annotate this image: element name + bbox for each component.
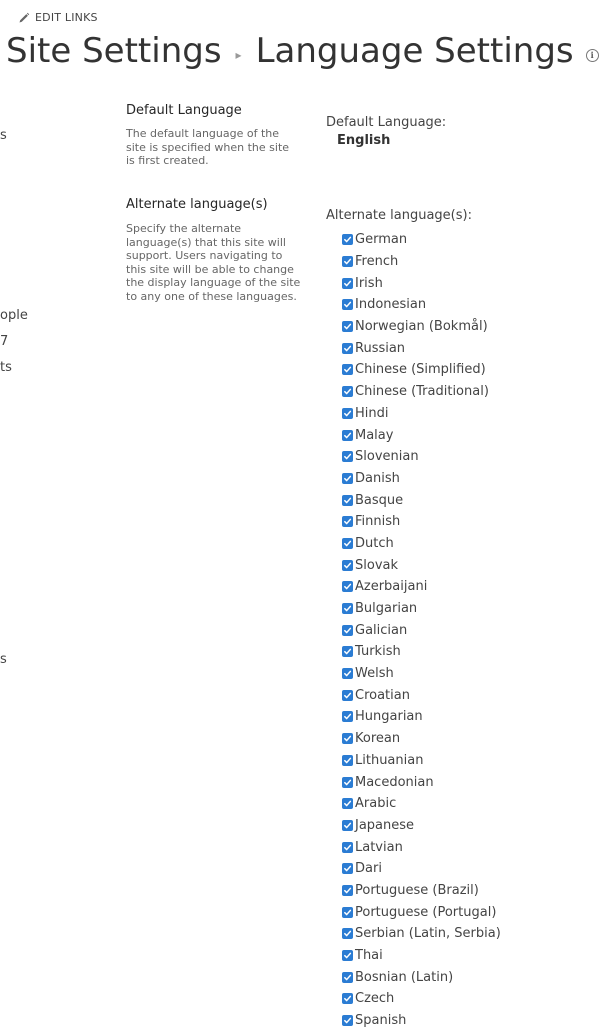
checkmark-icon	[343, 322, 352, 331]
checkmark-icon	[343, 951, 352, 960]
language-checkbox[interactable]	[342, 950, 353, 961]
checkmark-icon	[343, 821, 352, 830]
checkmark-icon	[343, 235, 352, 244]
checkmark-icon	[343, 496, 352, 505]
language-label: Lithuanian	[355, 752, 424, 768]
language-checkbox[interactable]	[342, 777, 353, 788]
checkmark-icon	[343, 561, 352, 570]
language-option[interactable]	[342, 988, 501, 1010]
language-label: Thai	[355, 948, 383, 964]
language-label: Welsh	[355, 666, 394, 682]
language-option[interactable]	[342, 945, 501, 967]
language-checkbox[interactable]	[342, 364, 353, 375]
default-language-description: The default language of the site is specified when the site is first created.	[126, 127, 290, 167]
checkmark-icon	[343, 539, 352, 548]
checkmark-icon	[343, 756, 352, 765]
language-label: Galician	[355, 622, 408, 638]
language-checkbox[interactable]	[342, 755, 353, 766]
checkmark-icon	[343, 734, 352, 743]
checkmark-icon	[343, 474, 352, 483]
language-checkbox[interactable]	[342, 278, 353, 289]
language-label: Spanish	[355, 1013, 407, 1029]
language-checkbox[interactable]	[342, 408, 353, 419]
language-label: Russian	[355, 340, 406, 356]
alternate-language-description: Specify the alternate language(s) that this site will support. Users navigating to this site will be able to change the display language of the site to any one of these languages.	[126, 222, 301, 303]
checkmark-icon	[343, 843, 352, 852]
language-checkbox[interactable]	[342, 668, 353, 679]
checkmark-icon	[343, 344, 352, 353]
checkmark-icon	[343, 582, 352, 591]
language-label: Bosnian (Latin)	[355, 969, 454, 985]
language-checkbox[interactable]	[342, 972, 353, 983]
language-label: Serbian (Latin, Serbia)	[355, 926, 501, 942]
language-label: Indonesian	[355, 297, 427, 313]
language-label: Hungarian	[355, 709, 423, 725]
checkmark-icon	[343, 994, 352, 1003]
breadcrumb-site-settings-link[interactable]: Site Settings	[6, 31, 222, 71]
language-checkbox[interactable]	[342, 646, 353, 657]
checkmark-icon	[343, 973, 352, 982]
checkmark-icon	[343, 929, 352, 938]
language-checkbox[interactable]	[342, 581, 353, 592]
language-checkbox[interactable]	[342, 733, 353, 744]
language-checkbox[interactable]	[342, 885, 353, 896]
language-option[interactable]	[342, 554, 501, 576]
language-option[interactable]	[342, 836, 501, 858]
language-checkbox[interactable]	[342, 451, 353, 462]
language-checkbox[interactable]	[342, 842, 353, 853]
alternate-language-list	[342, 229, 501, 1031]
checkmark-icon	[343, 279, 352, 288]
language-option[interactable]	[342, 728, 501, 750]
language-option[interactable]	[342, 403, 501, 425]
checkmark-icon	[343, 626, 352, 635]
language-label: Chinese (Simplified)	[355, 362, 486, 378]
language-option[interactable]	[342, 619, 501, 641]
default-language-value: English	[337, 133, 391, 148]
breadcrumb-separator-icon: ▸	[235, 48, 242, 62]
language-label: Dutch	[355, 535, 394, 551]
left-nav-fragment[interactable]: s	[0, 128, 7, 143]
language-option[interactable]	[342, 316, 501, 338]
language-label: Arabic	[355, 796, 397, 812]
language-checkbox[interactable]	[342, 560, 353, 571]
language-label: Basque	[355, 492, 404, 508]
language-checkbox[interactable]	[342, 256, 353, 267]
language-option[interactable]	[342, 446, 501, 468]
language-option[interactable]	[342, 793, 501, 815]
language-checkbox[interactable]	[342, 538, 353, 549]
language-checkbox[interactable]	[342, 907, 353, 918]
language-option[interactable]	[342, 750, 501, 772]
language-checkbox[interactable]	[342, 343, 353, 354]
language-checkbox[interactable]	[342, 603, 353, 614]
language-checkbox[interactable]	[342, 928, 353, 939]
checkmark-icon	[343, 691, 352, 700]
language-label: Turkish	[355, 644, 401, 660]
left-nav-fragment[interactable]: ople	[0, 308, 28, 323]
edit-links-button[interactable]	[18, 11, 98, 24]
language-label: Macedonian	[355, 774, 434, 790]
language-checkbox[interactable]	[342, 711, 353, 722]
language-option[interactable]	[342, 511, 501, 533]
language-label: Finnish	[355, 514, 401, 530]
language-checkbox[interactable]	[342, 321, 353, 332]
language-label: Bulgarian	[355, 601, 418, 617]
language-label: Croatian	[355, 687, 410, 703]
language-option[interactable]	[342, 468, 501, 490]
language-label: Slovak	[355, 557, 399, 573]
language-option[interactable]	[342, 294, 501, 316]
language-label: Malay	[355, 427, 394, 443]
checkmark-icon	[343, 300, 352, 309]
language-label: Latvian	[355, 839, 403, 855]
language-option[interactable]	[342, 489, 501, 511]
language-checkbox[interactable]	[342, 625, 353, 636]
language-checkbox[interactable]	[342, 993, 353, 1004]
language-label: Slovenian	[355, 449, 419, 465]
default-language-label: Default Language:	[326, 115, 447, 130]
checkmark-icon	[343, 712, 352, 721]
language-option[interactable]	[342, 923, 501, 945]
language-option[interactable]	[342, 880, 501, 902]
alternate-language-label: Alternate language(s):	[326, 208, 472, 223]
checkmark-icon	[343, 908, 352, 917]
language-option[interactable]	[342, 641, 501, 663]
info-icon[interactable]: i	[586, 49, 599, 62]
language-option[interactable]	[342, 424, 501, 446]
checkmark-icon	[343, 431, 352, 440]
language-option[interactable]	[342, 815, 501, 837]
language-label: Irish	[355, 275, 383, 291]
language-checkbox[interactable]	[342, 299, 353, 310]
language-label: French	[355, 254, 399, 270]
language-option[interactable]	[342, 272, 501, 294]
language-label: Chinese (Traditional)	[355, 384, 489, 400]
checkmark-icon	[343, 387, 352, 396]
page-title: Language Settings	[255, 31, 574, 71]
language-checkbox[interactable]	[342, 820, 353, 831]
default-language-heading: Default Language	[126, 103, 242, 118]
language-option[interactable]	[342, 359, 501, 381]
language-option[interactable]	[342, 684, 501, 706]
language-option[interactable]	[342, 229, 501, 251]
language-label: Portuguese (Portugal)	[355, 904, 497, 920]
language-checkbox[interactable]	[342, 430, 353, 441]
language-label: Danish	[355, 470, 400, 486]
checkmark-icon	[343, 778, 352, 787]
language-label: Japanese	[355, 817, 415, 833]
language-checkbox[interactable]	[342, 516, 353, 527]
breadcrumb	[6, 28, 599, 74]
language-option[interactable]	[342, 251, 501, 273]
language-option[interactable]	[342, 858, 501, 880]
checkmark-icon	[343, 365, 352, 374]
language-option[interactable]	[342, 663, 501, 685]
language-label: Azerbaijani	[355, 579, 428, 595]
language-option[interactable]	[342, 966, 501, 988]
language-label: Czech	[355, 991, 395, 1007]
language-checkbox[interactable]	[342, 1015, 353, 1026]
language-option[interactable]	[342, 706, 501, 728]
language-label: Norwegian (Bokmål)	[355, 319, 488, 335]
language-checkbox[interactable]	[342, 690, 353, 701]
language-option[interactable]	[342, 576, 501, 598]
language-option[interactable]	[342, 771, 501, 793]
alternate-language-heading: Alternate language(s)	[126, 197, 268, 212]
checkmark-icon	[343, 669, 352, 678]
language-option[interactable]	[342, 901, 501, 923]
language-label: Portuguese (Brazil)	[355, 882, 479, 898]
language-option[interactable]	[342, 337, 501, 359]
checkmark-icon	[343, 452, 352, 461]
checkmark-icon	[343, 864, 352, 873]
language-checkbox[interactable]	[342, 495, 353, 506]
checkmark-icon	[343, 604, 352, 613]
language-option[interactable]	[342, 1010, 501, 1031]
language-option[interactable]	[342, 533, 501, 555]
language-label: Hindi	[355, 405, 389, 421]
language-label: Korean	[355, 731, 401, 747]
language-option[interactable]	[342, 381, 501, 403]
checkmark-icon	[343, 257, 352, 266]
left-nav-fragment[interactable]: 7	[0, 334, 9, 349]
language-checkbox[interactable]	[342, 798, 353, 809]
left-nav-fragment[interactable]: s	[0, 652, 7, 667]
edit-links-label: EDIT LINKS	[35, 11, 98, 24]
language-checkbox[interactable]	[342, 863, 353, 874]
checkmark-icon	[343, 647, 352, 656]
language-label: Dari	[355, 861, 382, 877]
language-checkbox[interactable]	[342, 234, 353, 245]
language-option[interactable]	[342, 598, 501, 620]
left-nav-fragment[interactable]: ts	[0, 360, 12, 375]
language-label: German	[355, 232, 408, 248]
checkmark-icon	[343, 886, 352, 895]
checkmark-icon	[343, 799, 352, 808]
language-checkbox[interactable]	[342, 473, 353, 484]
checkmark-icon	[343, 409, 352, 418]
pencil-icon	[18, 12, 30, 24]
checkmark-icon	[343, 517, 352, 526]
language-checkbox[interactable]	[342, 386, 353, 397]
